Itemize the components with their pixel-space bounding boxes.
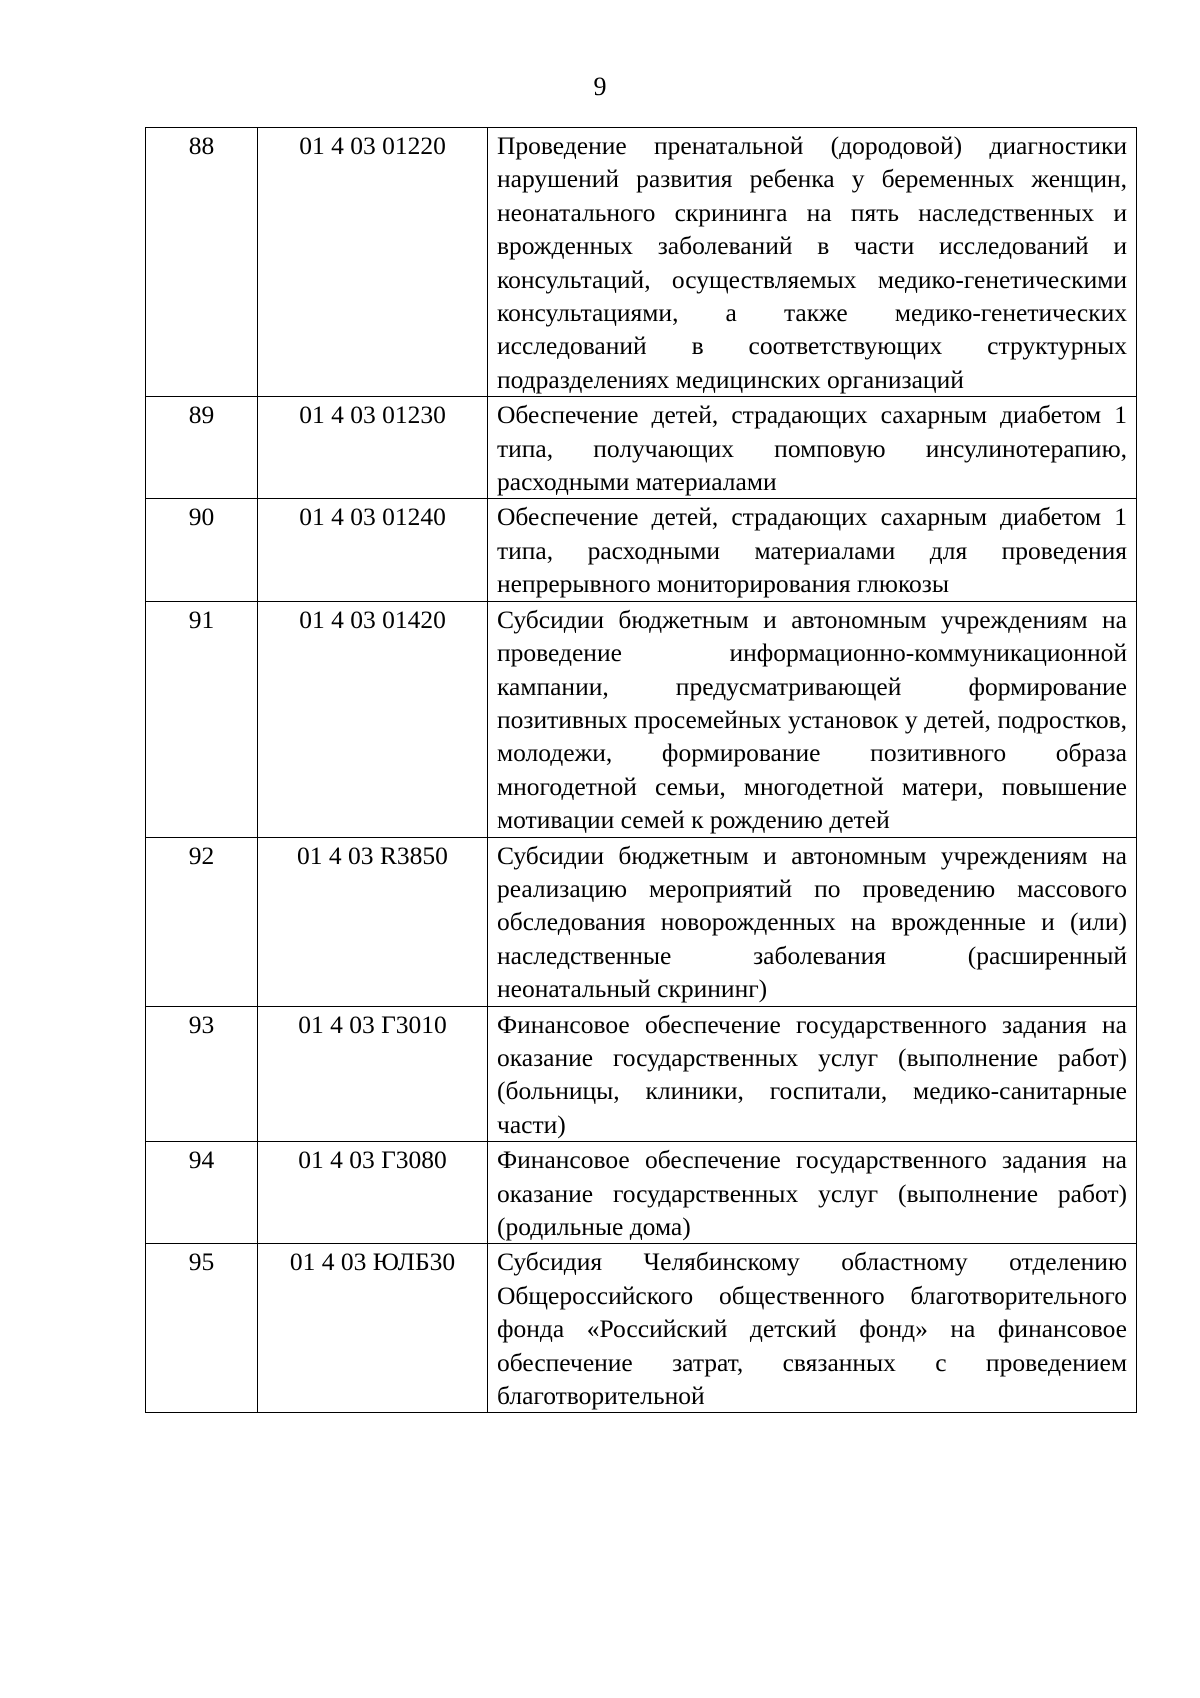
- budget-code: 01 4 03 01220: [258, 128, 488, 397]
- row-description: Субсидии бюджетным и автономным учреждениям на проведение информационно-коммуникационной кампании, предусматривающей формирование позитивных просемейных установок у детей, подростков, молодежи, формирование позитивного образа многодетной семьи, многодетной матери, повышение мотивации семей к рождению детей: [488, 601, 1137, 837]
- budget-code: 01 4 03 ЮЛБ30: [258, 1244, 488, 1413]
- table-row: [146, 1006, 1137, 1142]
- row-number: 91: [146, 601, 258, 837]
- table-row: [146, 499, 1137, 601]
- row-number: 90: [146, 499, 258, 601]
- table-row: [146, 1244, 1137, 1413]
- row-number: 89: [146, 397, 258, 499]
- table-row: [146, 397, 1137, 499]
- row-description: Финансовое обеспечение государственного задания на оказание государственных услуг (выполнение работ) (больницы, клиники, госпитали, медико-санитарные части): [488, 1006, 1137, 1142]
- row-number: 88: [146, 128, 258, 397]
- table-row: [146, 128, 1137, 397]
- budget-code: 01 4 03 01420: [258, 601, 488, 837]
- budget-classification-table: [145, 127, 1137, 1413]
- table-row: [146, 837, 1137, 1006]
- table-row: [146, 601, 1137, 837]
- budget-code: 01 4 03 01230: [258, 397, 488, 499]
- row-number: 92: [146, 837, 258, 1006]
- row-description: Финансовое обеспечение государственного задания на оказание государственных услуг (выполнение работ) (родильные дома): [488, 1142, 1137, 1244]
- row-description: Проведение пренатальной (дородовой) диагностики нарушений развития ребенка у беременных женщин, неонатального скрининга на пять наследственных и врожденных заболеваний в части исследований и консультаций, осуществляемых медико-генетическими консультациями, а также медико-генетических исследований в соответствующих структурных подразделениях медицинских организаций: [488, 128, 1137, 397]
- page-number: 9: [593, 72, 607, 101]
- row-description: Субсидия Челябинскому областному отделению Общероссийского общественного благотворительного фонда «Российский детский фонд» на финансовое обеспечение затрат, связанных с проведением благотворительной: [488, 1244, 1137, 1413]
- row-description: Обеспечение детей, страдающих сахарным диабетом 1 типа, расходными материалами для проведения непрерывного мониторирования глюкозы: [488, 499, 1137, 601]
- budget-code: 01 4 03 01240: [258, 499, 488, 601]
- row-number: 95: [146, 1244, 258, 1413]
- row-number: 94: [146, 1142, 258, 1244]
- row-description: Субсидии бюджетным и автономным учреждениям на реализацию мероприятий по проведению массового обследования новорожденных на врожденные и (или) наследственные заболевания (расширенный неонатальный скрининг): [488, 837, 1137, 1006]
- budget-code: 01 4 03 Г3010: [258, 1006, 488, 1142]
- table-row: [146, 1142, 1137, 1244]
- row-description: Обеспечение детей, страдающих сахарным диабетом 1 типа, получающих помповую инсулинотерапию, расходными материалами: [488, 397, 1137, 499]
- budget-code: 01 4 03 R3850: [258, 837, 488, 1006]
- row-number: 93: [146, 1006, 258, 1142]
- budget-code: 01 4 03 Г3080: [258, 1142, 488, 1244]
